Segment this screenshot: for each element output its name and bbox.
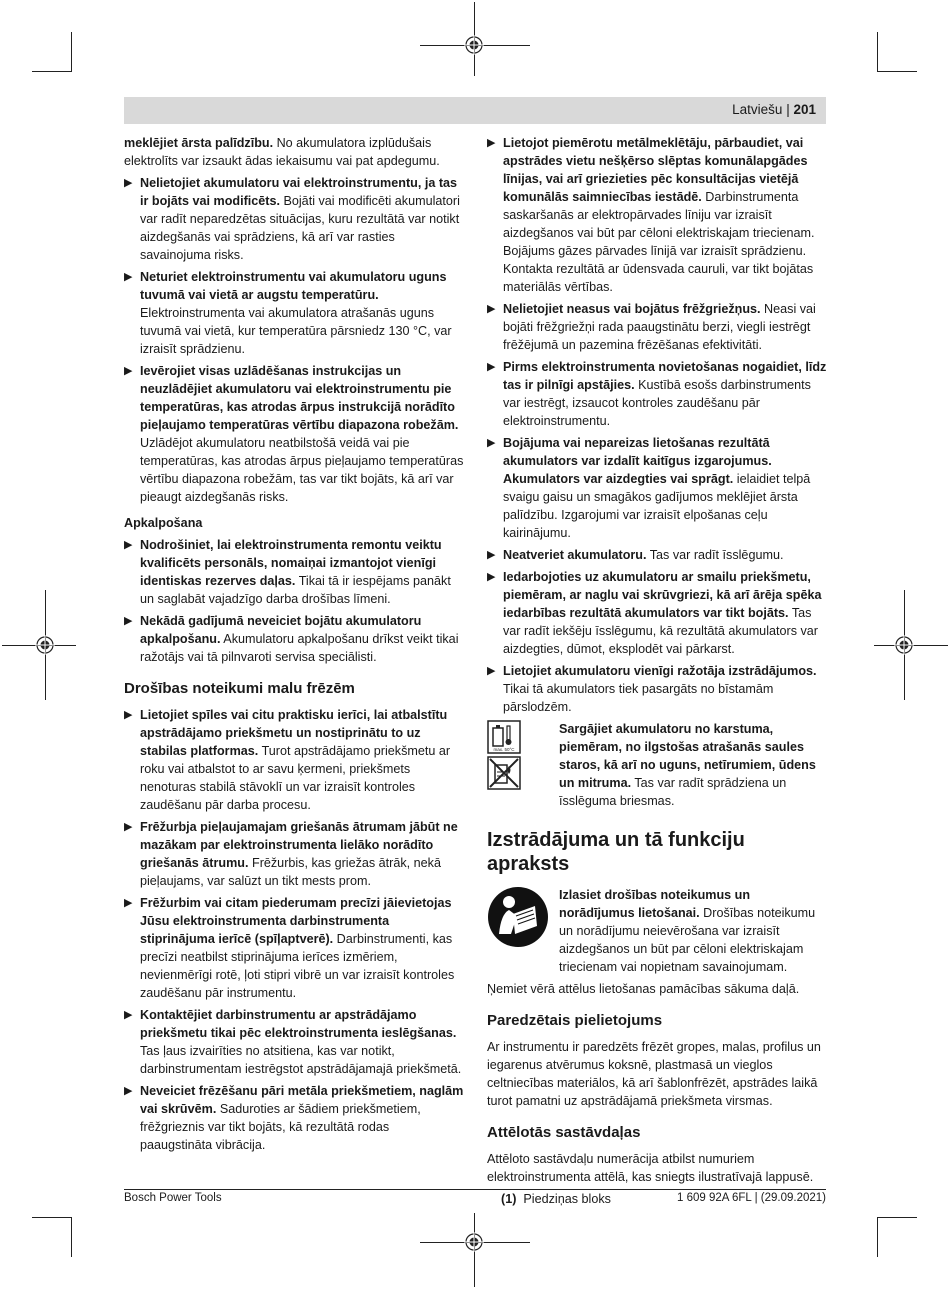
bullet-triangle-icon: ▶	[487, 361, 496, 373]
bullet-item: ▶ Lietojot piemērotu metālmeklētāju, pārbaudiet, vai apstrādes vietu nešķērso slēptas komunālapgādes līnijas, vai arī griezieties pēc konsultācijas vietējā komunālās saimniecības iestādē. Darbinstrumenta saskaršanās ar elektropārvades līniju var izraisīt aizdegšanos vai būt par cēloni elektriskajam triecienam. Bojājums gāzes pārvades līnijā var izraisīt sprādzienu. Kontakta rezultātā ar ūdensvada cauruli, var tikt bojātas materiālās vērtības.	[487, 136, 815, 294]
section-heading-frezes: Drošības noteikumi malu frēzēm	[124, 680, 355, 697]
bullet-triangle-icon: ▶	[124, 271, 133, 283]
bullet-triangle-icon: ▶	[124, 709, 133, 721]
bullet-item: ▶ Nodrošiniet, lai elektroinstrumenta remontu veiktu kvalificēts personāls, nomaiņai izmantojot vienīgi identiskas rezerves daļas. Tikai tā ir iespējams panākt un saglabāt vajadzīgo darba drošības līmeni.	[124, 538, 451, 606]
bullet-triangle-icon: ▶	[487, 437, 496, 449]
registration-mark-bottom-icon	[464, 1232, 484, 1252]
bullet-triangle-icon: ▶	[124, 897, 133, 909]
section-heading-intended-use: Paredzētais pielietojums	[487, 1012, 663, 1029]
bullet-item: ▶ Kontaktējiet darbinstrumentu ar apstrādājamo priekšmetu tikai pēc elektroinstrumenta ieslēgšanas. Tas ļaus izvairīties no atsitiena, kas var notikt, darbinstrumentam iestrēgstot apstrādājamajā priekšmetā.	[124, 1008, 462, 1076]
bullet-triangle-icon: ▶	[487, 303, 496, 315]
intended-use-paragraph: Ar instrumentu ir paredzēts frēzēt gropes, malas, profilus un iegarenus atvērumus koksnē, plastmasā un vieglos celtniecības materiālos, kā arī šablonfrēzēt, apstrādes laikā turot pamatni uz apstrādājamā priekšmeta virsmas.	[487, 1040, 821, 1108]
bullet-item: ▶ Frēžurbim vai citam piederumam precīzi jāievietojas Jūsu elektroinstrumenta darbinstrumenta stiprinājuma ierīcē (spīļaptverē). Darbinstrumenti, kas precīzi neatbilst stiprinājuma ierīces izmēriem, nevienmērīgi rotē, ļoti stipri vibrē un var izraisīt kontroles zaudēšanu pār instrumentu.	[124, 896, 455, 1000]
registration-mark-top-icon	[464, 35, 484, 55]
footer-brand: Bosch Power Tools	[124, 1192, 222, 1204]
registration-mark-right-icon	[894, 635, 914, 655]
bullet-item: ▶ Frēžurbja pieļaujamajam griešanās ātrumam jābūt ne mazākam par elektroinstrumenta lielāko norādīto griešanās ātrumu. Frēžurbis, kas griežas ātrāk, nekā pieļaujams, var salūzt un tikt mests prom.	[124, 820, 458, 888]
bullet-triangle-icon: ▶	[487, 137, 496, 149]
bullet-item: ▶ Ievērojiet visas uzlādēšanas instrukcijas un neuzlādējiet akumulatoru vai elektroinstrumentu pie temperatūras, kas atrodas ārpus instrukcijā norādīto pieļaujamo temperatūras vērtību diapazona robežām. Uzlādējot akumulatoru neatbilstošā veidā vai pie temperatūras, kas atrodas ārpus pieļaujamo temperatūras vērtību diapazona robežām, tas var tikt bojāts, kā arī var pieaugt aizdegšanās risks.	[124, 364, 464, 504]
components-paragraph: Attēloto sastāvdaļu numerācija atbilst numuriem elektroinstrumenta attēlā, kas sniegts ilustratīvajā lappusē.	[487, 1152, 814, 1184]
read-instructions-block: Izlasiet drošības noteikumus un norādījumus lietošanai. Drošības noteikumu un norādījumu neievērošana var izraisīt aizdegšanos un būt par cēloni elektriskajam triecienam vai nopietnam savainojumam.	[487, 886, 827, 976]
read-manual-icon	[487, 886, 549, 948]
bullet-item: ▶ Lietojiet spīles vai citu praktisku ierīci, lai atbalstītu apstrādājamo priekšmetu un nostiprinātu to uz stabilas platformas. Turot apstrādājamo priekšmetu ar roku vai atbalstot to ar savu ķermeni, priekšmets nenoturas stabilā stāvoklī un var izraisīt kontroles zaudēšanu pār darba procesu.	[124, 708, 451, 812]
bullet-triangle-icon: ▶	[124, 615, 133, 627]
right-column	[487, 134, 827, 1212]
bullet-triangle-icon: ▶	[124, 365, 133, 377]
bullet-item: ▶ Pirms elektroinstrumenta novietošanas nogaidiet, līdz tas ir pilnīgi apstājies. Kustībā esošs darbinstruments var iestrēgt, izsaucot kontroles zaudēšanu pār elektroinstrumentu.	[487, 360, 827, 428]
bullet-item: ▶ Lietojiet akumulatoru vienīgi ražotāja izstrādājumos. Tikai tā akumulators tiek pasargāts no bīstamām pārslodzēm.	[487, 664, 817, 714]
footer-doc-id: 1 609 92A 6FL | (29.09.2021)	[677, 1192, 826, 1204]
bullet-item: ▶ Neatveriet akumulatoru. Tas var radīt īsslēgumu.	[487, 548, 784, 562]
footer-divider	[124, 1189, 826, 1190]
registration-mark-left-icon	[35, 635, 55, 655]
bullet-item: ▶ Nelietojiet akumulatoru vai elektroinstrumentu, ja tas ir bojāts vai modificēts. Bojāti vai modificēti akumulatori var radīt neparedzētas situācijas, kuru rezultātā var notikt aizdegšanās vai sprādziens, kā arī var rasties savainojuma risks.	[124, 176, 460, 262]
bullet-triangle-icon: ▶	[487, 665, 496, 677]
page-number: 201	[793, 102, 816, 117]
section-heading-apkalposana: Apkalpošana	[124, 516, 203, 530]
heat-warning-block: max. 50°C Sargājiet akumulatoru no karstuma, piemēram, no ilgstošas atrašanās saules staros, kā arī no uguns, netīrumiem, ūdens un mitruma. Tas var radīt sprādziena un īsslēguma briesmas.	[487, 720, 827, 810]
left-column	[124, 134, 464, 1158]
notice-paragraph: Ņemiet vērā attēlus lietošanas pamācības sākuma daļā.	[487, 982, 800, 996]
bullet-item: ▶ Iedarbojoties uz akumulatoru ar smailu priekšmetu, piemēram, ar naglu vai skrūvgriezi, kā arī ārēja spēka iedarbības rezultātā akumulators var tikt bojāts. Tas var radīt iekšēju īsslēgumu, kā rezultātā akumulators var aizdegties, dūmot, eksplodēt vai pārkarst.	[487, 570, 822, 656]
svg-text:max. 50°C: max. 50°C	[493, 747, 515, 752]
section-heading-components: Attēlotās sastāvdaļas	[487, 1124, 641, 1141]
battery-temperature-icon	[487, 720, 521, 754]
bullet-item: ▶ Neveiciet frēzēšanu pāri metāla priekšmetiem, naglām vai skrūvēm. Saduroties ar šādiem priekšmetiem, frēžgrieznis var tikt bojāts, kā rezultātā rodas paaugstināta vibrācija.	[124, 1084, 464, 1152]
component-item: (1) Piedziņas bloks	[501, 1192, 611, 1206]
bullet-item: ▶ Bojājuma vai nepareizas lietošanas rezultātā akumulators var izdalīt kaitīgus izgarojumus. Akumulators var aizdegties vai sprāgt. ielaidiet telpā svaigu gaisu un smagākos gadījumos meklējiet ārsta palīdzību. Izgarojumi var izraisīt elpošanas ceļu kairinājumu.	[487, 436, 811, 540]
header-separator: |	[786, 102, 790, 117]
section-heading-description: Izstrādājuma un tā funkciju apraksts	[487, 829, 745, 875]
bullet-triangle-icon: ▶	[487, 571, 496, 583]
bullet-triangle-icon: ▶	[124, 1009, 133, 1021]
intro-paragraph: meklējiet ārsta palīdzību. No akumulatora izplūdušais elektrolīts var izsaukt ādas iekaisumu vai pat apdegumu.	[124, 136, 440, 168]
bullet-triangle-icon: ▶	[124, 539, 133, 551]
bullet-triangle-icon: ▶	[487, 549, 496, 561]
bullet-triangle-icon: ▶	[124, 177, 133, 189]
bullet-item: ▶ Nekādā gadījumā neveiciet bojātu akumulatoru apkalpošanu. Akumulatoru apkalpošanu drīkst veikt tikai ražotājs vai tā pilnvaroti servisa speciālisti.	[124, 614, 459, 664]
header-language: Latviešu	[732, 102, 783, 117]
bullet-item: ▶ Nelietojiet neasus vai bojātus frēžgriežņus. Neasi vai bojāti frēžgriežņi rada paaugstinātu berzi, viegli iestrēgt frēžējumā un pazemina frēzēšanas efektivitāti.	[487, 302, 816, 352]
bullet-item: ▶ Neturiet elektroinstrumentu vai akumulatoru uguns tuvumā vai vietā ar augstu temperatūru. Elektroinstrumenta vai akumulatora atrašanās uguns tuvumā vai vietā, kur temperatūra pārsniedz 130 °C, var izraisīt sprādzienu.	[124, 270, 452, 356]
page-header	[124, 97, 826, 124]
bullet-triangle-icon: ▶	[124, 821, 133, 833]
bullet-triangle-icon: ▶	[124, 1085, 133, 1097]
no-water-fire-icon	[487, 756, 521, 790]
